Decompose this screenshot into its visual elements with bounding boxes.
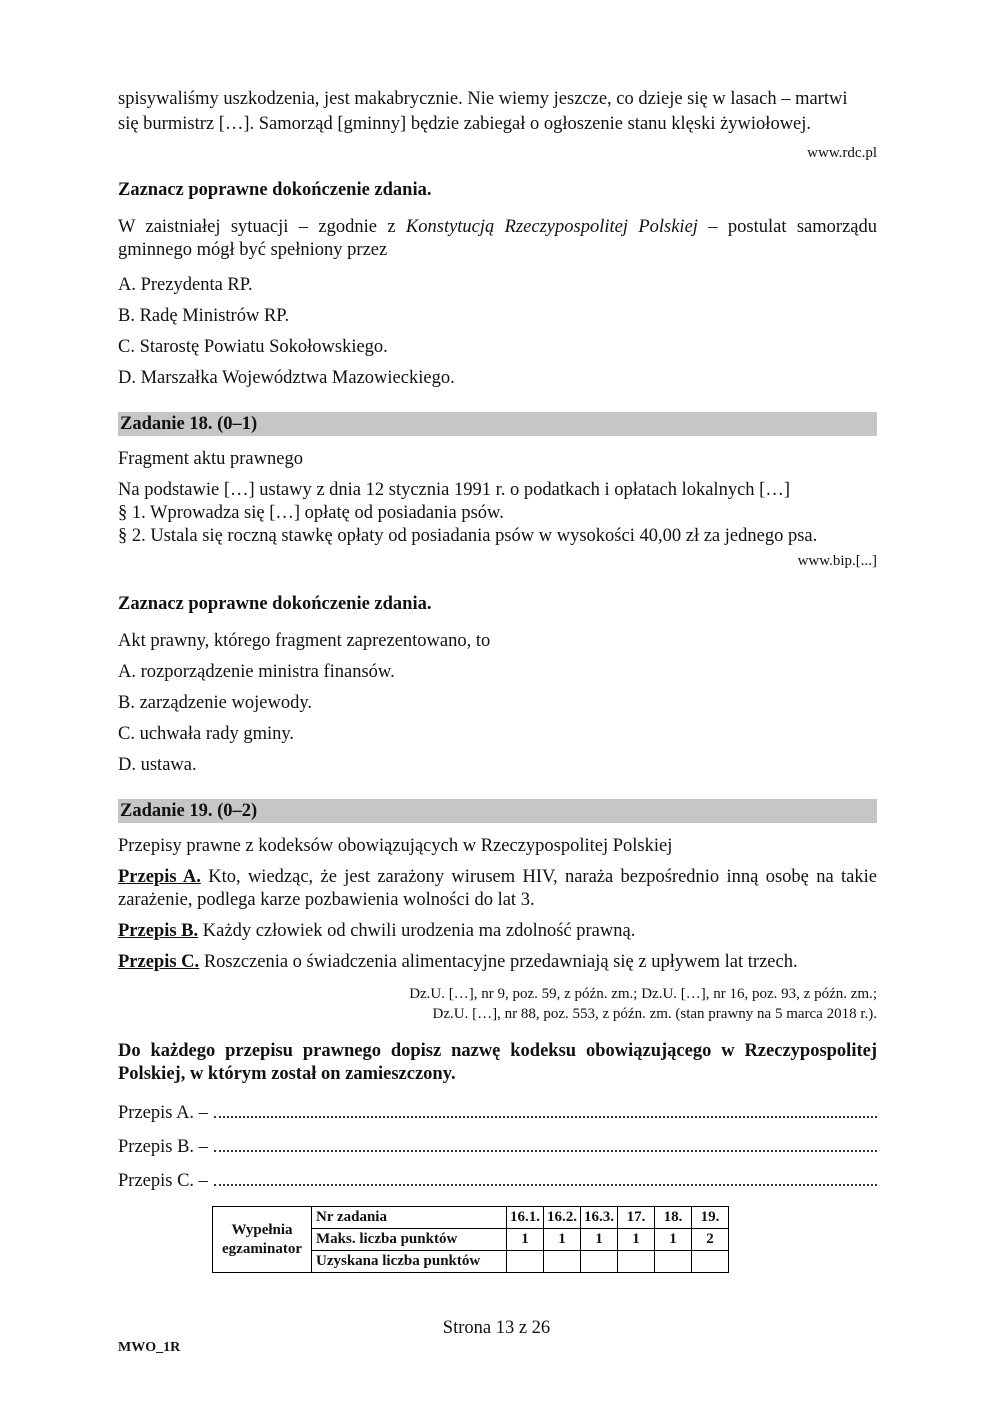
exam-code: MWO_1R xyxy=(118,1340,181,1355)
q19-answer-c-field[interactable] xyxy=(214,1170,877,1186)
q19-answer-b xyxy=(118,1136,877,1159)
q18-option-d[interactable]: D. ustawa. xyxy=(118,755,197,775)
q19-rule-b xyxy=(118,920,877,943)
q19-answer-a xyxy=(118,1102,877,1125)
task-18: 18. xyxy=(655,1207,692,1229)
q17-option-b[interactable]: B. Radę Ministrów RP. xyxy=(118,306,290,326)
q18-text-line3: § 2. Ustala się roczną stawkę opłaty od posiadania psów w wysokości 40,00 zł za jednego psa. xyxy=(118,526,818,546)
got-17[interactable] xyxy=(618,1251,655,1273)
q19-answer-b-field[interactable] xyxy=(214,1136,877,1152)
q19-header: Zadanie 19. (0–2) xyxy=(118,799,877,823)
got-18[interactable] xyxy=(655,1251,692,1273)
max-16-2: 1 xyxy=(544,1229,581,1251)
task-16-3: 16.3. xyxy=(581,1207,618,1229)
task-17: 17. xyxy=(618,1207,655,1229)
q19-rule-b-text: Każdy człowiek od chwili urodzenia ma zdolność prawną. xyxy=(198,921,636,941)
max-16-1: 1 xyxy=(507,1229,544,1251)
got-16-3[interactable] xyxy=(581,1251,618,1273)
q17-stem-pre: W zaistniałej sytuacji – zgodnie z xyxy=(118,217,406,237)
q19-answer-a-label: Przepis A. – xyxy=(118,1103,208,1123)
q17-option-c[interactable]: C. Starostę Powiatu Sokołowskiego. xyxy=(118,337,388,357)
q18-stem: Akt prawny, którego fragment zaprezentowano, to xyxy=(118,631,491,651)
q19-rule-c-name: Przepis C. xyxy=(118,952,200,972)
q19-instruction: Do każdego przepisu prawnego dopisz nazwę kodeksu obowiązującego w Rzeczypospolitej Polskiej, w którym został on zamieszczony. xyxy=(118,1041,877,1084)
q19-rule-b-name: Przepis B. xyxy=(118,921,199,941)
q17-instruction: Zaznacz poprawne dokończenie zdania. xyxy=(118,180,432,200)
max-17: 1 xyxy=(618,1229,655,1251)
q17-stem-italic: Konstytucją Rzeczypospolitej Polskiej xyxy=(405,217,698,237)
row-task-label: Nr zadania xyxy=(312,1207,507,1229)
q19-rule-c-text: Roszczenia o świadczenia alimentacyjne przedawniają się z upływem lat trzech. xyxy=(199,952,798,972)
q17-intro-line1: spisywaliśmy uszkodzenia, jest makabrycznie. Nie wiemy jeszcze, co dzieje się w lasach – martwi xyxy=(118,89,848,109)
q18-option-b[interactable]: B. zarządzenie wojewody. xyxy=(118,693,312,713)
examiner-line1: Wypełnia xyxy=(231,1221,293,1238)
q19-answer-a-field[interactable] xyxy=(214,1102,877,1118)
q19-source-line2: Dz.U. […], nr 88, poz. 553, z późn. zm. (stan prawny na 5 marca 2018 r.). xyxy=(432,1006,877,1022)
q19-rule-a-name: Przepis A. xyxy=(118,867,201,887)
q18-text-line1: Na podstawie […] ustawy z dnia 12 stycznia 1991 r. o podatkach i opłatach lokalnych […] xyxy=(118,480,790,500)
q19-source-line1: Dz.U. […], nr 9, poz. 59, z późn. zm.; Dz.U. […], nr 16, poz. 93, z późn. zm.; xyxy=(409,986,877,1002)
max-19: 2 xyxy=(692,1229,729,1251)
q19-rule-a xyxy=(118,866,877,912)
q18-label: Fragment aktu prawnego xyxy=(118,449,303,469)
q19-label: Przepisy prawne z kodeksów obowiązujących w Rzeczypospolitej Polskiej xyxy=(118,836,673,856)
task-16-2: 16.2. xyxy=(544,1207,581,1229)
q19-rule-a-text: Kto, wiedząc, że jest zarażony wirusem HIV, naraża bezpośrednio inną osobę na takie zarażenie, podlega karze pozbawienia wolności do lat 3. xyxy=(118,867,877,910)
q19-answer-c-label: Przepis C. – xyxy=(118,1171,208,1191)
q18-option-c[interactable]: C. uchwała rady gminy. xyxy=(118,724,295,744)
page-number: Strona 13 z 26 xyxy=(442,1318,551,1338)
q18-option-a[interactable]: A. rozporządzenie ministra finansów. xyxy=(118,662,395,682)
q19-answer-c xyxy=(118,1170,877,1193)
q18-instruction: Zaznacz poprawne dokończenie zdania. xyxy=(118,594,432,614)
q19-rule-c xyxy=(118,951,877,974)
q19-answer-b-label: Przepis B. – xyxy=(118,1137,208,1157)
got-19[interactable] xyxy=(692,1251,729,1273)
examiner-cell xyxy=(213,1207,312,1273)
task-19: 19. xyxy=(692,1207,729,1229)
task-16-1: 16.1. xyxy=(507,1207,544,1229)
page-content xyxy=(118,88,877,1204)
row-max-label: Maks. liczba punktów xyxy=(312,1229,507,1251)
q18-text-line2: § 1. Wprowadza się […] opłatę od posiadania psów. xyxy=(118,503,504,523)
score-table xyxy=(212,1206,729,1273)
got-16-1[interactable] xyxy=(507,1251,544,1273)
q18-source: www.bip.[...] xyxy=(797,553,877,569)
max-16-3: 1 xyxy=(581,1229,618,1251)
q17-intro-line2: się burmistrz […]. Samorząd [gminny] będzie zabiegał o ogłoszenie stanu klęski żywiołowej. xyxy=(118,114,812,134)
q18-header: Zadanie 18. (0–1) xyxy=(118,412,877,436)
examiner-line2: egzaminator xyxy=(222,1240,302,1257)
q17-stem xyxy=(118,216,877,262)
row-got-label: Uzyskana liczba punktów xyxy=(312,1251,507,1273)
q17-option-d[interactable]: D. Marszałka Województwa Mazowieckiego. xyxy=(118,368,455,388)
max-18: 1 xyxy=(655,1229,692,1251)
q17-stem-post: – postulat samorządu gminnego mógł być spełniony przez xyxy=(118,217,877,260)
q17-option-a[interactable]: A. Prezydenta RP. xyxy=(118,275,253,295)
got-16-2[interactable] xyxy=(544,1251,581,1273)
q17-source: www.rdc.pl xyxy=(807,145,877,161)
